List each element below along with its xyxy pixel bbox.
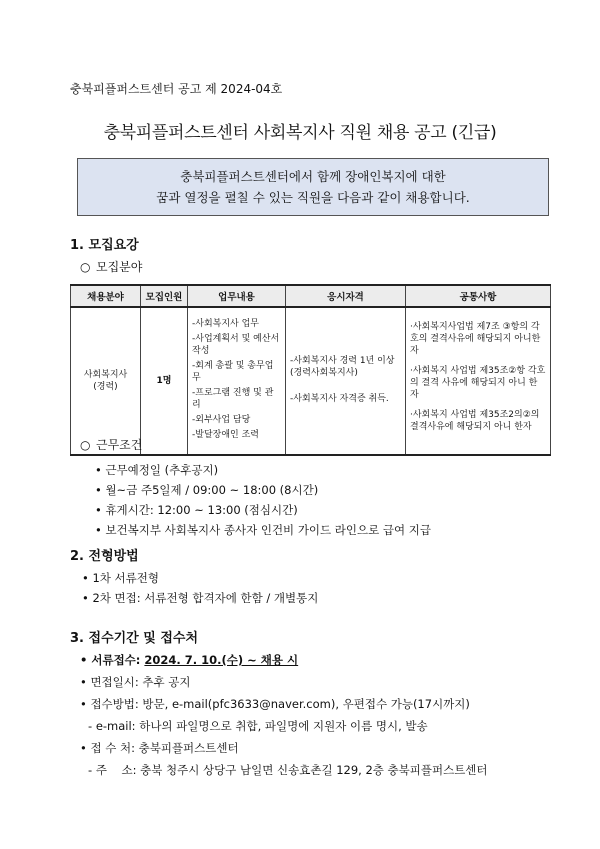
application-address: - 주 소: 충북 청주시 상당구 남일면 신송효촌길 129, 2층 충북피플퍼스트센터 (80, 759, 488, 781)
recruit-table (70, 284, 551, 456)
field-cell: 사회복지사 (경력) (71, 307, 141, 455)
duty-item: - 발달장애인 조력 (192, 429, 281, 441)
common-item: · 사회복지사업법 제7조 ③항의 각호의 결격사유에 해당되지 아니한자 (410, 321, 546, 357)
duty-item: - 회계 총괄 및 총무업무 (192, 360, 281, 384)
qualification-item: - 사회복지사 자격증 취득. (290, 393, 401, 405)
application-place: • 접 수 처: 충북피플퍼스트센터 (80, 737, 488, 759)
list-item: • 2차 면접: 서류전형 합격자에 한함 / 개별통지 (82, 588, 318, 608)
duty-item: - 외부사업 담당 (192, 414, 281, 426)
common-item: · 사회복지 사업법 제35조2의②의 결격사유에 해당되지 아니 한자 (410, 409, 546, 433)
intro-line-2: 꿈과 열정을 펼칠 수 있는 직원을 다음과 같이 채용합니다. (156, 190, 470, 205)
page-title: 충북피플퍼스트센터 사회복지사 직원 채용 공고 (긴급) (103, 123, 497, 143)
table-header: 채용분야 (71, 285, 141, 307)
list-item: • 근무예정일 (추후공지) (95, 460, 431, 480)
duty-item: - 사회복지사 업무 (192, 318, 281, 330)
intro-box (77, 158, 549, 216)
receipt-value: 2024. 7. 10.(수) ~ 채용 시 (144, 653, 299, 667)
duty-item: - 사업계획서 및 예산서 작성 (192, 333, 281, 357)
section-2-heading: 2. 전형방법 (70, 549, 139, 564)
notice-number: 충북피플퍼스트센터 공고 제 2024-04호 (70, 82, 283, 96)
list-item: • 보건복지부 사회복지사 종사자 인건비 가이드 라인으로 급여 지급 (95, 520, 431, 540)
sub-conditions (80, 436, 142, 453)
sub-conditions-label: 근무조건 (96, 438, 143, 452)
common-item: · 사회복지 사업법 제35조②항 각호의 결격 사유에 해당되지 아니 한자 (410, 365, 546, 401)
duty-item: - 프로그램 진행 및 관리 (192, 387, 281, 411)
selection-list (82, 568, 318, 608)
table-header: 공통사항 (406, 285, 551, 307)
intro-line-1: 충북피플퍼스트센터에서 함께 장애인복지에 대한 (180, 169, 446, 184)
common-cell (406, 307, 551, 455)
circle-bullet-icon: ○ (80, 260, 91, 274)
table-header: 업무내용 (188, 285, 286, 307)
sub-field-label: 모집분야 (96, 260, 143, 274)
duties-cell (188, 307, 286, 455)
interview-date: • 면접일시: 추후 공지 (80, 671, 488, 693)
list-item: • 월~금 주5일제 / 09:00 ~ 18:00 (8시간) (95, 480, 431, 500)
sub-field (80, 258, 142, 275)
table-header-row (71, 285, 551, 307)
table-header: 응시자격 (286, 285, 406, 307)
list-item: • 휴게시간: 12:00 ~ 13:00 (점심시간) (95, 500, 431, 520)
section-1-heading: 1. 모집요강 (70, 238, 139, 253)
email-note: - e-mail: 하나의 파일명으로 취합, 파일명에 지원자 이름 명시, 발송 (80, 715, 488, 737)
qualification-item: - 사회복지사 경력 1년 이상 (경력사회복지사) (290, 355, 401, 379)
list-item: • 1차 서류전형 (82, 568, 318, 588)
table-row (71, 307, 551, 455)
count-cell: 1명 (141, 307, 188, 455)
receipt-period (80, 649, 488, 671)
table-header: 모집인원 (141, 285, 188, 307)
circle-bullet-icon: ○ (80, 438, 91, 452)
application-list (80, 649, 488, 781)
qualification-cell (286, 307, 406, 455)
receipt-label: 서류접수: (91, 653, 145, 667)
application-method: • 접수방법: 방문, e-mail(pfc3633@naver.com), 우편접수 가능(17시까지) (80, 693, 488, 715)
section-3-heading: 3. 접수기간 및 접수처 (70, 631, 199, 646)
conditions-list (95, 460, 431, 540)
